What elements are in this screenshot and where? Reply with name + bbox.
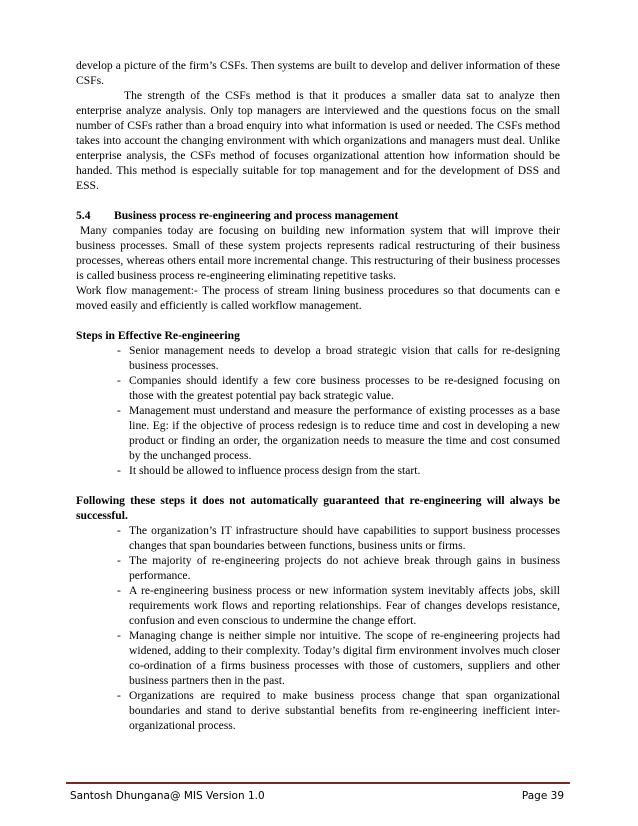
list-item: - A re-engineering business process or new information system inevitably affects jobs, skill requirements work flows and reporting relationships. Fear of changes develops resistance, confusion and even conscious to undermine the change effort.: [117, 584, 560, 627]
caveats-list: [76, 523, 560, 733]
steps-list: [76, 343, 560, 478]
list-item: - Managing change is neither simple nor intuitive. The scope of re-engineering projects had widened, adding to their complexity. Today’s digital firm environment involves much closer co-ordination of a firms business processes with those of customers, suppliers and other business partners then in the past.: [117, 629, 560, 687]
list-dash: -: [117, 689, 121, 702]
list-item: - Senior management needs to develop a broad strategic vision that calls for re-designing business processes.: [117, 344, 560, 372]
list-dash: -: [117, 374, 121, 387]
footer-divider: [66, 782, 570, 784]
page-number: Page 39: [521, 790, 564, 802]
footer-author: Santosh Dhungana@ MIS Version 1.0: [70, 790, 265, 802]
list-dash: -: [117, 464, 121, 477]
list-item: - Organizations are required to make business process change that span organizational boundaries and stand to derive substantial benefits from re-engineering inefficient inter-organizational process.: [117, 689, 560, 732]
list-item: - Companies should identify a few core business processes to be re-designed focusing on those with the greatest potential pay back strategic value.: [117, 374, 560, 402]
list-dash: -: [117, 629, 121, 642]
csf-strength-paragraph: The strength of the CSFs method is that it produces a smaller data sat to analyze then enterprise analyze analysis. Only top managers are interviewed and the questions focus on the small number of CSFs rather than a broad enquiry into what information is used or needed. The CSFs method takes into account the changing environment with which organizations and managers must deal. Unlike enterprise analysis, the CSFs method of focuses organizational attention how information should be handed. This method is especially suitable for top management and for the development of DSS and ESS.: [76, 89, 560, 192]
list-item: - Management must understand and measure the performance of existing processes as a base line. Eg: if the objective of process redesign is to reduce time and cost in developing a new product or finding an order, the organization needs to measure the time and cost consumed by the unchanged process.: [117, 404, 560, 462]
page-footer: [70, 790, 564, 802]
section-body-paragraph: Many companies today are focusing on building new information system that will improve their business processes. Small of these system projects represents radical restructuring of their business processes, whereas others entail more incremental change. This restructuring of their business processes is called business process re-engineering eliminating repetitive tasks.: [76, 224, 560, 282]
list-dash: -: [117, 404, 121, 417]
workflow-paragraph: Work flow management:- The process of stream lining business procedures so that documents can e moved easily and efficiently is called workflow management.: [76, 284, 560, 312]
section-heading: [76, 208, 560, 223]
caveats-heading: Following these steps it does not automatically guaranteed that re-engineering will always be successful.: [76, 494, 560, 522]
steps-heading: Steps in Effective Re-engineering: [76, 329, 240, 342]
list-item: - The majority of re-engineering projects do not achieve break through gains in business performance.: [117, 554, 560, 582]
page-body: [76, 58, 560, 733]
intro-paragraph: develop a picture of the firm’s CSFs. Then systems are built to develop and deliver information of these CSFs.: [76, 59, 560, 87]
list-dash: -: [117, 584, 121, 597]
list-dash: -: [117, 524, 121, 537]
section-title: Business process re-engineering and process management: [114, 209, 399, 222]
list-item: - It should be allowed to influence process design from the start.: [117, 464, 421, 477]
list-item: - The organization’s IT infrastructure should have capabilities to support business processes changes that span boundaries between functions, business units or firms.: [117, 524, 560, 552]
section-number: 5.4: [76, 209, 91, 222]
list-dash: -: [117, 344, 121, 357]
list-dash: -: [117, 554, 121, 567]
